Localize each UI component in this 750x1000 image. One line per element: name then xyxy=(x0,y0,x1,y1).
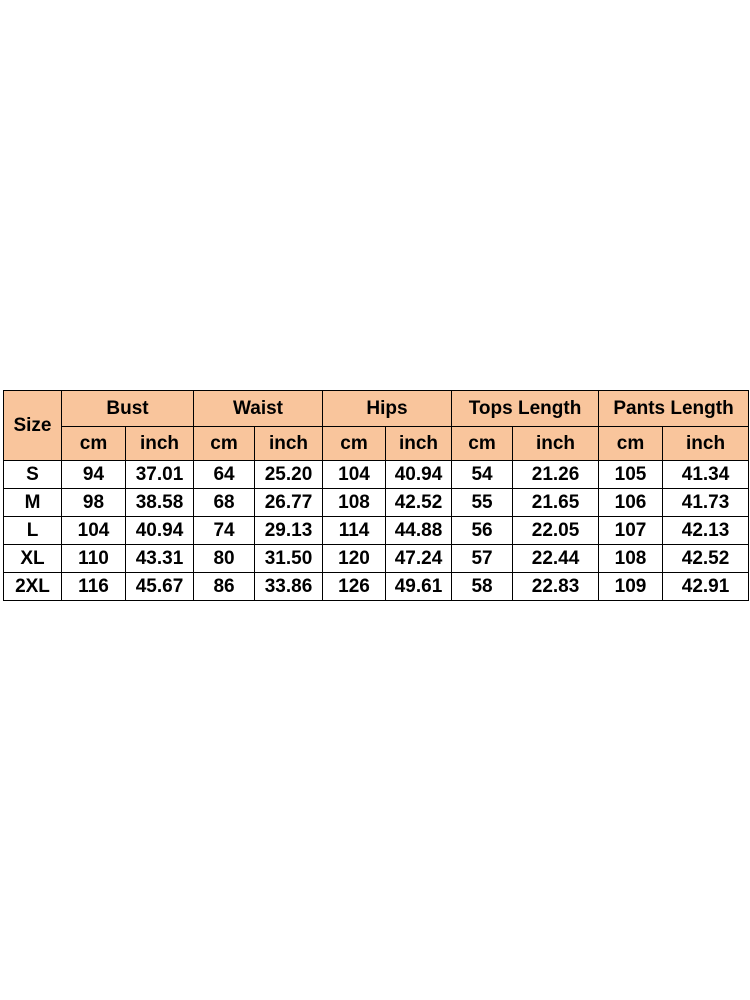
table-cell: 41.73 xyxy=(663,489,749,517)
unit-header: inch xyxy=(255,427,323,461)
table-row xyxy=(4,489,749,517)
table-cell: 43.31 xyxy=(126,545,194,573)
table-cell: 33.86 xyxy=(255,573,323,601)
size-chart-table xyxy=(3,390,749,601)
table-cell: 108 xyxy=(323,489,386,517)
table-cell: 57 xyxy=(452,545,513,573)
table-cell: 120 xyxy=(323,545,386,573)
table-cell: 56 xyxy=(452,517,513,545)
table-row xyxy=(4,461,749,489)
table-cell: 74 xyxy=(194,517,255,545)
unit-header: cm xyxy=(452,427,513,461)
size-cell: M xyxy=(4,489,62,517)
size-cell: 2XL xyxy=(4,573,62,601)
table-cell: 40.94 xyxy=(386,461,452,489)
table-cell: 64 xyxy=(194,461,255,489)
table-cell: 86 xyxy=(194,573,255,601)
unit-header: inch xyxy=(513,427,599,461)
table-cell: 42.13 xyxy=(663,517,749,545)
waist-header: Waist xyxy=(194,391,323,427)
table-cell: 40.94 xyxy=(126,517,194,545)
size-cell: L xyxy=(4,517,62,545)
table-cell: 45.67 xyxy=(126,573,194,601)
table-cell: 114 xyxy=(323,517,386,545)
table-cell: 106 xyxy=(599,489,663,517)
table-cell: 58 xyxy=(452,573,513,601)
size-cell: S xyxy=(4,461,62,489)
table-cell: 22.44 xyxy=(513,545,599,573)
table-cell: 80 xyxy=(194,545,255,573)
table-cell: 105 xyxy=(599,461,663,489)
table-cell: 25.20 xyxy=(255,461,323,489)
unit-header: cm xyxy=(323,427,386,461)
hips-header: Hips xyxy=(323,391,452,427)
table-cell: 22.05 xyxy=(513,517,599,545)
bust-header: Bust xyxy=(62,391,194,427)
table-cell: 107 xyxy=(599,517,663,545)
pants-length-header: Pants Length xyxy=(599,391,749,427)
table-cell: 21.26 xyxy=(513,461,599,489)
table-cell: 49.61 xyxy=(386,573,452,601)
table-cell: 44.88 xyxy=(386,517,452,545)
table-cell: 26.77 xyxy=(255,489,323,517)
table-cell: 68 xyxy=(194,489,255,517)
table-row xyxy=(4,517,749,545)
table-cell: 104 xyxy=(323,461,386,489)
table-cell: 31.50 xyxy=(255,545,323,573)
table-row xyxy=(4,545,749,573)
table-cell: 126 xyxy=(323,573,386,601)
table-cell: 47.24 xyxy=(386,545,452,573)
table-cell: 55 xyxy=(452,489,513,517)
table-cell: 41.34 xyxy=(663,461,749,489)
unit-header: cm xyxy=(62,427,126,461)
table-cell: 109 xyxy=(599,573,663,601)
unit-header: inch xyxy=(126,427,194,461)
group-header-row xyxy=(4,391,749,427)
table-cell: 94 xyxy=(62,461,126,489)
unit-header: inch xyxy=(663,427,749,461)
table-cell: 110 xyxy=(62,545,126,573)
table-cell: 104 xyxy=(62,517,126,545)
unit-header: cm xyxy=(599,427,663,461)
size-header: Size xyxy=(4,391,62,461)
table-cell: 38.58 xyxy=(126,489,194,517)
unit-header: inch xyxy=(386,427,452,461)
table-cell: 98 xyxy=(62,489,126,517)
table-cell: 42.52 xyxy=(386,489,452,517)
table-row xyxy=(4,573,749,601)
table-cell: 54 xyxy=(452,461,513,489)
size-cell: XL xyxy=(4,545,62,573)
unit-header-row xyxy=(4,427,749,461)
table-cell: 116 xyxy=(62,573,126,601)
table-cell: 42.91 xyxy=(663,573,749,601)
unit-header: cm xyxy=(194,427,255,461)
table-cell: 21.65 xyxy=(513,489,599,517)
table-cell: 29.13 xyxy=(255,517,323,545)
table-cell: 108 xyxy=(599,545,663,573)
table-cell: 22.83 xyxy=(513,573,599,601)
table-cell: 42.52 xyxy=(663,545,749,573)
table-cell: 37.01 xyxy=(126,461,194,489)
tops-length-header: Tops Length xyxy=(452,391,599,427)
